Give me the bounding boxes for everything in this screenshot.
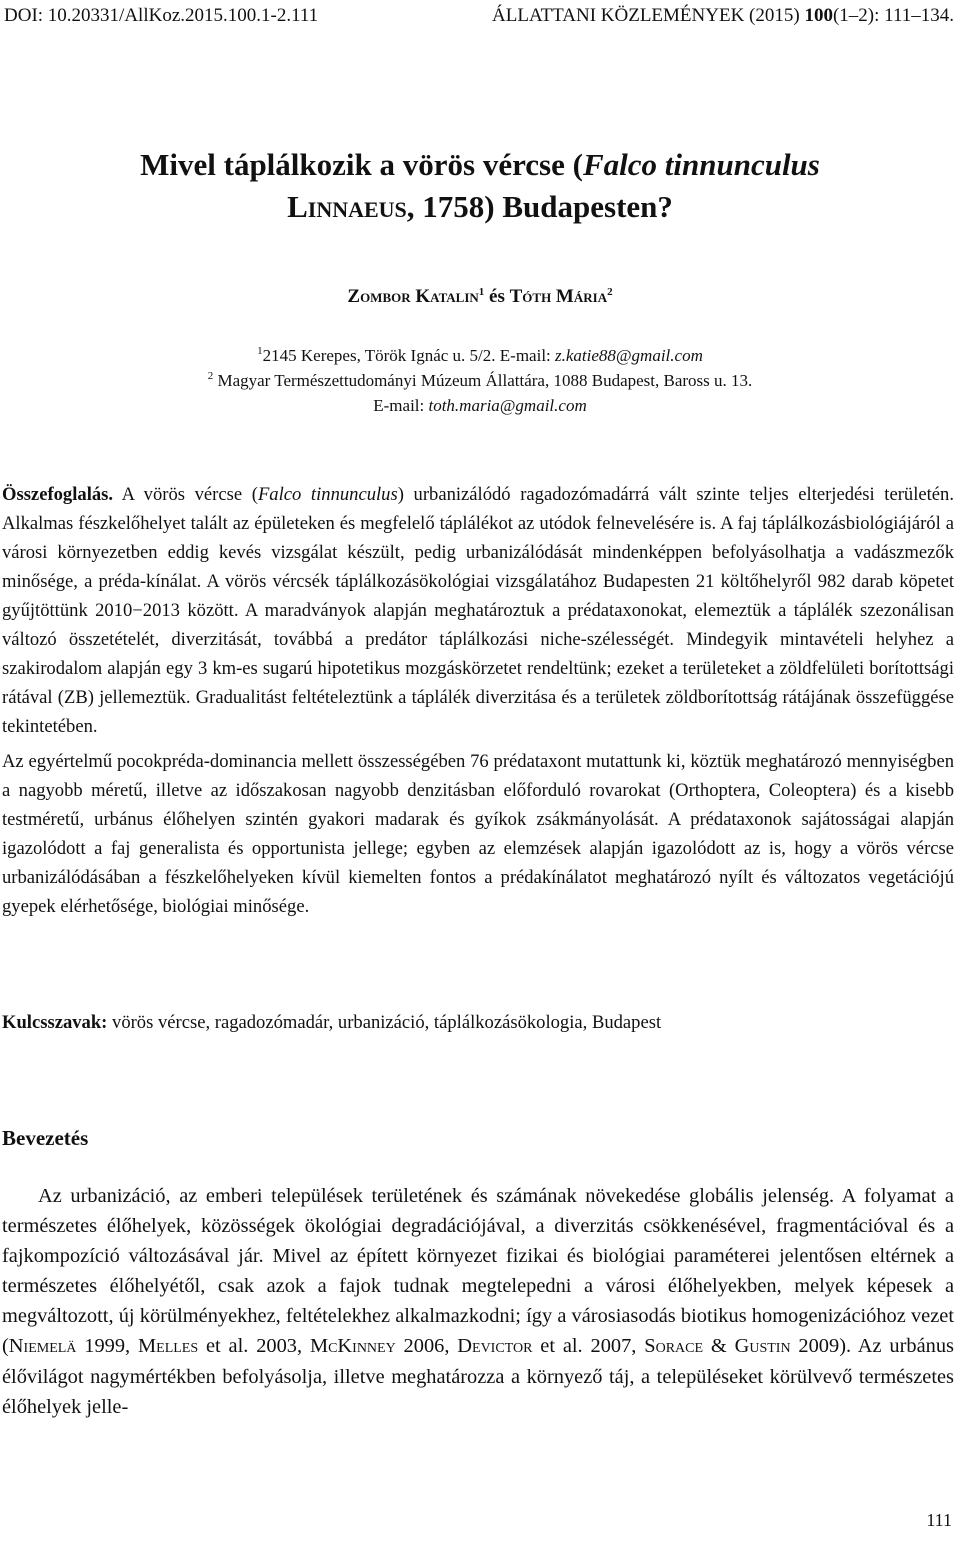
- title-species: Falco tinnunculus: [582, 147, 820, 182]
- title-text: Mivel táplálkozik a vörös vércse (: [140, 147, 583, 182]
- affiliation-2: [0, 368, 960, 393]
- affiliation-1-text: 2145 Kerepes, Török Ignác u. 5/2. E-mail:: [262, 346, 556, 365]
- section-heading-bevezetes: Bevezetés: [2, 1126, 89, 1150]
- journal-prefix: ÁLLATTANI KÖZLEMÉNYEK (2015): [492, 5, 805, 26]
- affiliation-2-email[interactable]: toth.maria@gmail.com: [428, 396, 587, 415]
- intro-text-1: Az urbanizáció, az emberi települések területének és számának növekedése globális jelenség. A folyamat a természetes élőhelyek, közösségek ökológiai degradációjával, a diverzitás csökkenésével, fragmentációval és a fajkompozíció változásával jár. Mivel az épített környezet fizikai és biológiai paraméterei jelentősen eltérnek a természetes élőhelyétől, csak azok a fajok tudnak megtelepedni a városi élőhelyekben, melyek képesek a megváltozott, új körülményekhez, feltételekhez alkalmazkodni; így a városiasodás biotikus homogenizációhoz vezet (: [2, 1185, 954, 1358]
- keywords-label: Kulcsszavak:: [2, 1012, 108, 1033]
- citation-niemela: Niemelä 1999,: [8, 1335, 138, 1358]
- title-line-1: [0, 144, 960, 186]
- citation-sorace-gustin: Sorace & Gustin 2009).: [644, 1335, 852, 1358]
- keywords-text: vörös vércse, ragadozómadár, urbanizáció, táplálkozásökologia, Budapest: [107, 1012, 662, 1033]
- intro-text-2: Az urbánus élővilágot nagymértékben befolyásolja, illetve meghatározza a környező táj, a településeket körülvevő természetes élőhelyek jelle-: [2, 1335, 954, 1418]
- abstract-species: Falco tinnunculus: [257, 484, 398, 505]
- intro-paragraph: [2, 1181, 954, 1422]
- affiliation-1-sup: 1: [257, 345, 263, 357]
- title-line-2: [0, 186, 960, 228]
- journal-volume: 100: [804, 5, 833, 26]
- author-conj: és: [484, 286, 510, 307]
- article-title: [0, 144, 960, 228]
- author-1: Zombor Katalin: [347, 286, 479, 307]
- title-taxon-author: Linnaeus: [287, 189, 407, 224]
- citation-mckinney: McKinney 2006,: [309, 1335, 458, 1358]
- abstract-text-b: ) urbanizálódó ragadozómadárrá vált szinte teljes elterjedési területén. Alkalmas fészkelőhelyet talált az épületeken és megfelelő táplálékot az utódok felnevelésére is. A faj táplálkozásbiológiájáról a városi környezetben eddig kevés vizsgálat készült, pedig urbanizálódását mindenképpen befolyásolhatja a vadászmezők minősége, a préda-kínálat. A vörös vércsék táplálkozásökológiai vizsgálatához Budapesten 21 költőhelyről 982 darab köpetet gyűjtöttünk 2010−2013 között. A maradványok alapján meghatároztuk a prédataxonokat, elemeztük a táplálék szezonálisan változó összetételét, diverzitását, továbbá a predátor táplálkozási niche-szélességét. Mindegyik mintavételi helyhez a szakirodalom alapján egy 3 km-es sugarú hipotetikus mozgáskörzetet rendeltünk; ezeket a területeket a zöldfelületi borítottsági rátával (ZB) jellemeztük. Gradualitást feltételeztünk a táplálék diverzitása és a területek zöldborítottság rátájának összefüggése tekintetében.: [2, 484, 954, 737]
- authors: [0, 284, 960, 310]
- journal-header: [492, 4, 954, 28]
- title-text-2: , 1758) Budapesten?: [406, 189, 673, 224]
- journal-issue-pages: (1–2): 111–134.: [832, 5, 954, 26]
- abstract-heading: Összefoglalás.: [2, 484, 114, 505]
- keywords: [2, 1010, 954, 1036]
- affiliation-2-email-label: E-mail:: [373, 396, 429, 415]
- page-number: 111: [926, 1510, 952, 1530]
- abstract: [2, 480, 954, 921]
- affiliation-1: [0, 343, 960, 368]
- doi-header: DOI: 10.20331/AllKoz.2015.100.1-2.111: [4, 5, 319, 26]
- affiliation-1-email[interactable]: z.katie88@gmail.com: [555, 346, 703, 365]
- abstract-paragraph-2: Az egyértelmű pocokpréda-dominancia mellett összességében 76 prédataxont mutattunk ki, köztük meghatározó mennyiségben a nagyobb méretű, illetve az időszakosan nagyobb denzitásban előforduló rovarokat (Orthoptera, Coleoptera) és a kisebb testméretű, urbánus élőhelyen szintén gyakori madarak és gyíkok zsákmányolását. A prédataxonok sajátosságai alapján igazolódott a faj generalista és opportunista jellege; egyben az elemzések alapján igazolódott az is, hogy a vörös vércse urbanizálódásában a fészkelőhelyeken kívül kiemelten fontos a prédakínálatot meghatározó nyílt és változatos vegetációjú gyepek elérhetősége, biológiai minősége.: [2, 751, 954, 917]
- affiliation-2-sup: 2: [207, 370, 214, 382]
- abstract-text-a: A vörös vércse (: [113, 484, 258, 505]
- author-1-sup: 1: [478, 286, 485, 298]
- citation-melles: Melles et al. 2003,: [138, 1335, 310, 1358]
- citation-devictor: Devictor et al. 2007,: [457, 1335, 645, 1358]
- abstract-paragraph-1: [2, 480, 954, 741]
- author-2-sup: 2: [607, 286, 613, 298]
- author-2: Tóth Mária: [509, 286, 608, 307]
- affiliation-2-text: Magyar Természettudományi Múzeum Állattára, 1088 Budapest, Baross u. 13.: [213, 371, 753, 390]
- affiliation-2-email-line: [0, 393, 960, 418]
